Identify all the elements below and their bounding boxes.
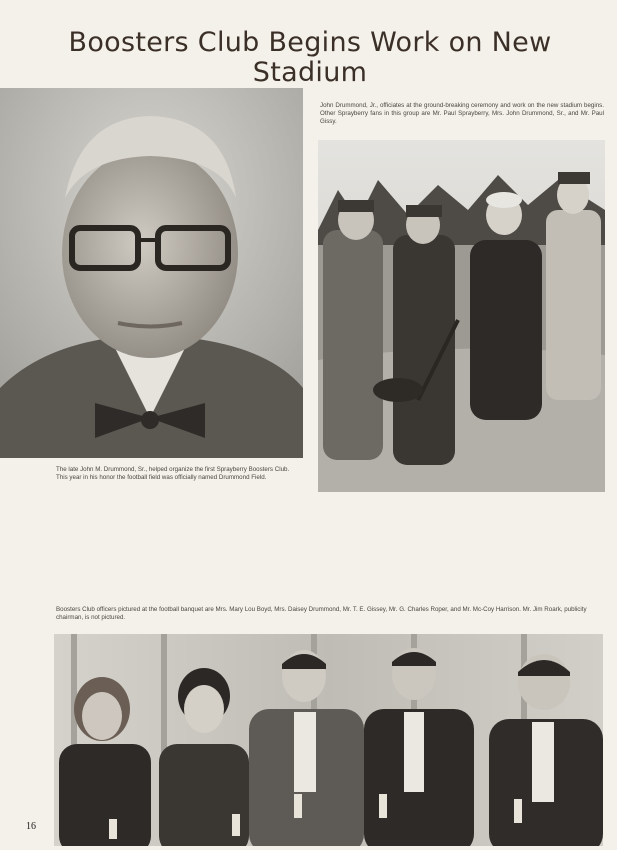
officers-photo [54,634,603,846]
groundbreaking-caption: John Drummond, Jr., officiates at the ground-breaking ceremony and work on the new stadium begins. Other Sprayberry fans in this group are Mr. Paul Sprayberry, Mrs. John Drummond, Sr., and Mr. Paul Gissy. [320,102,604,126]
page-title: Boosters Club Begins Work on New Stadium [68,27,552,88]
portrait-caption: The late John M. Drummond, Sr., helped organize the first Sprayberry Boosters Club. This year in his honor the football field was officially named Drummond Field. [56,466,290,482]
portrait-photo [0,88,303,458]
officers-caption: Boosters Club officers pictured at the football banquet are Mrs. Mary Lou Boyd, Mrs. Daisey Drummond, Mr. T. E. Gissey, Mr. G. Charles Roper, and Mr. Mc-Coy Harrison. Mr. Jim Roark, publicity chairman, is not pictured. [56,606,587,622]
groundbreaking-photo [318,140,605,492]
page-number: 16 [26,821,36,832]
